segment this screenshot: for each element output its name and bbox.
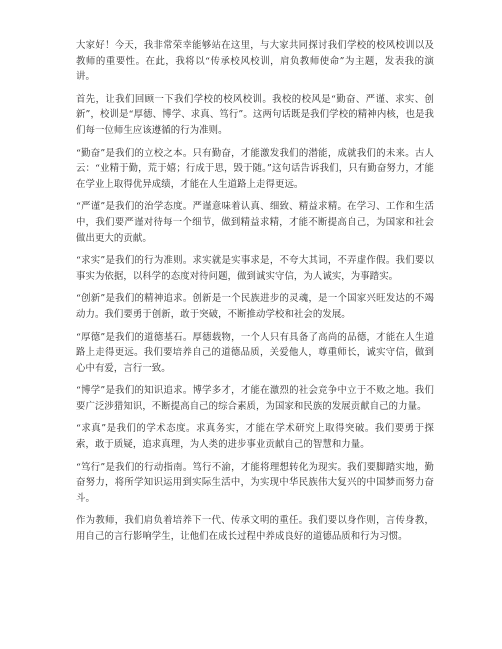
paragraph-rigor: “严谨”是我们的治学态度。严谨意味着认真、细致、精益求精。在学习、工作和生活中，我们要严谨对待每一个细节，做到精益求精，才能不断提高自己，为国家和社会做出更大的贡献。 (76, 201, 434, 244)
paragraph-teacher-mission: 作为教师，我们肩负着培养下一代、传承文明的重任。我们要以身作则，言传身教，用自己的言行影响学生，让他们在成长过程中养成良好的道德品质和行为习惯。 (76, 515, 434, 543)
paragraph-diligence: “勤奋”是我们的立校之本。只有勤奋，才能激发我们的潜能，成就我们的未来。古人云：“业精于勤，荒于嬉；行成于思，毁于随。”这句话告诉我们，只有勤奋努力，才能在学业上取得优异成绩，才能在人生道路上走得更远。 (76, 147, 434, 190)
document-body (76, 38, 434, 552)
paragraph-school-motto: 首先，让我们回顾一下我们学校的校风校训。我校的校风是“勤奋、严谨、求实、创新”，校训是“厚德、博学、求真、笃行”。这两句话既是我们学校的精神内核，也是我们每一位师生应该遵循的行为准则。 (76, 93, 434, 136)
paragraph-intro: 大家好！今天，我非常荣幸能够站在这里，与大家共同探讨我们学校的校风校训以及教师的重要性。在此，我将以“传承校风校训，肩负教师使命”为主题，发表我的演讲。 (76, 40, 434, 83)
paragraph-virtue: “厚德”是我们的道德基石。厚德载物，一个人只有具备了高尚的品德，才能在人生道路上走得更远。我们要培养自己的道德品质，关爱他人，尊重师长，诚实守信，做到心中有爱，言行一致。 (76, 331, 434, 374)
paragraph-truth: “求真”是我们的学术态度。求真务实，才能在学术研究上取得突破。我们要勇于探索，敢于质疑，追求真理，为人类的进步事业贡献自己的智慧和力量。 (76, 423, 434, 451)
paragraph-pragmatism: “求实”是我们的行为准则。求实就是实事求是，不夸大其词，不弄虚作假。我们要以事实为依据，以科学的态度对待问题，做到诚实守信，为人诚实，为事踏实。 (76, 255, 434, 282)
paragraph-practice: “笃行”是我们的行动指南。笃行不渝，才能将理想转化为现实。我们要脚踏实地，勤奋努力，将所学知识运用到实际生活中，为实现中华民族伟大复兴的中国梦而努力奋斗。 (76, 461, 434, 504)
paragraph-innovation: “创新”是我们的精神追求。创新是一个民族进步的灵魂，是一个国家兴旺发达的不竭动力。我们要勇于创新，敢于突破，不断推动学校和社会的发展。 (76, 293, 434, 320)
paragraph-erudition: “博学”是我们的知识追求。博学多才，才能在激烈的社会竞争中立于不败之地。我们要广泛涉猎知识，不断提高自己的综合素质，为国家和民族的发展贡献自己的力量。 (76, 385, 434, 412)
